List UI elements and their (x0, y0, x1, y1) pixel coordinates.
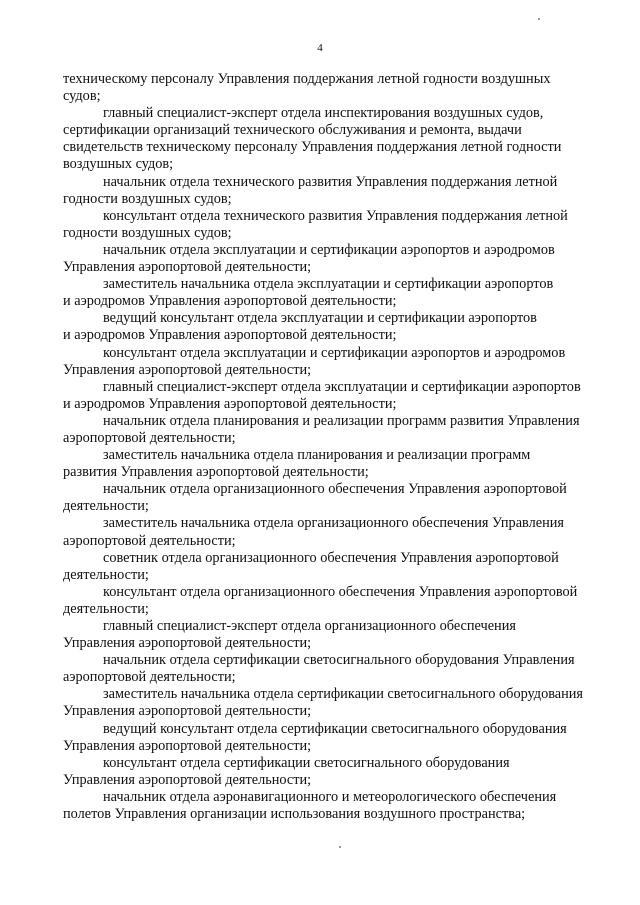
paragraph: ведущий консультант отдела сертификации светосигнального оборудования Управления аэропортовой деятельности; (63, 720, 567, 754)
paragraph: советник отдела организационного обеспечения Управления аэропортовой деятельности; (63, 549, 559, 583)
scan-speck (538, 18, 540, 20)
paragraph: главный специалист-эксперт отдела организационного обеспечения Управления аэропортовой деятельности; (63, 618, 516, 652)
scan-speck (339, 846, 341, 848)
paragraph: начальник отдела аэронавигационного и метеорологического обеспечения полетов Управления организации использования воздушного пространства; (63, 788, 557, 823)
paragraph: заместитель начальника отдела планирования и реализации программ развития Управления аэропортовой деятельности; (63, 447, 531, 481)
paragraph: начальник отдела технического развития Управления поддержания летной годности воздушных судов; (63, 173, 558, 207)
paragraph: ведущий консультант отдела эксплуатации и сертификации аэропортов и аэродромов Управления аэропортовой деятельности; (63, 310, 537, 344)
page-number: 4 (317, 42, 323, 54)
paragraph: консультант отдела организационного обеспечения Управления аэропортовой деятельности; (63, 583, 578, 617)
paragraph: заместитель начальника отдела эксплуатации и сертификации аэропортов и аэродромов Управления аэропортовой деятельности; (63, 276, 554, 310)
paragraph: начальник отдела организационного обеспечения Управления аэропортовой деятельности; (63, 481, 567, 515)
paragraph: главный специалист-эксперт отдела инспектирования воздушных судов, сертификации организаций технического обслуживания и ремонта, выдачи свидетельств техническому персоналу Управления поддержания летной годности воздушных судов; (63, 105, 562, 173)
paragraph: заместитель начальника отдела сертификации светосигнального оборудования Управления аэропортовой деятельности; (63, 686, 584, 720)
paragraph: начальник отдела планирования и реализации программ развития Управления аэропортовой деятельности; (63, 412, 580, 446)
paragraph: главный специалист-эксперт отдела эксплуатации и сертификации аэропортов и аэродромов Управления аэропортовой деятельности; (63, 378, 581, 412)
paragraph: заместитель начальника отдела организационного обеспечения Управления аэропортовой деятельности; (63, 515, 564, 549)
document-body (63, 71, 609, 823)
paragraph: техническому персоналу Управления поддержания летной годности воздушных судов; (63, 71, 551, 105)
paragraph: консультант отдела сертификации светосигнального оборудования Управления аэропортовой деятельности; (63, 754, 510, 788)
paragraph: начальник отдела сертификации светосигнального оборудования Управления аэропортовой деятельности; (63, 652, 575, 686)
paragraph: консультант отдела технического развития Управления поддержания летной годности воздушных судов; (63, 207, 568, 241)
paragraph: начальник отдела эксплуатации и сертификации аэропортов и аэродромов Управления аэропортовой деятельности; (63, 241, 555, 276)
paragraph: консультант отдела эксплуатации и сертификации аэропортов и аэродромов Управления аэропортовой деятельности; (63, 344, 566, 378)
